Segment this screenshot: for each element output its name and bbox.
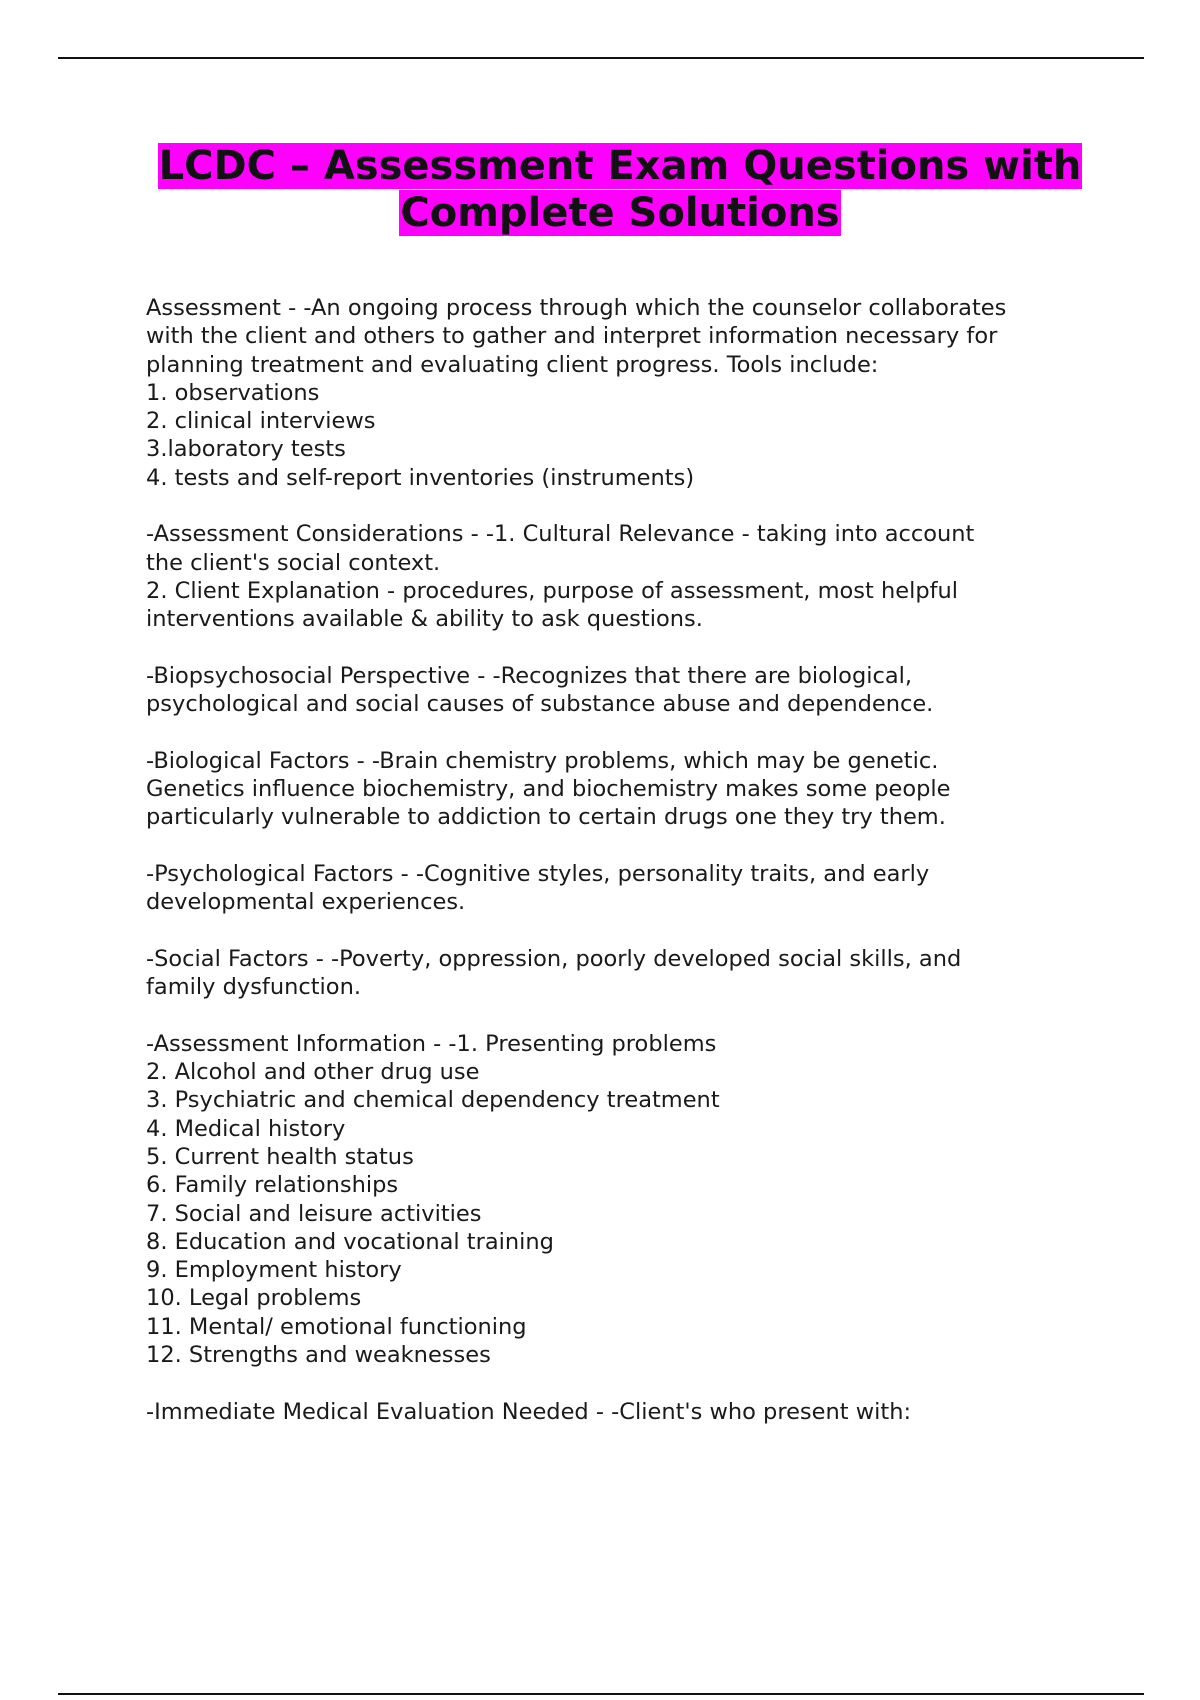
body-text-line: 6. Family relationships (146, 1172, 399, 1199)
body-text-line: particularly vulnerable to addiction to certain drugs one they try them. (146, 804, 946, 831)
body-text-line: family dysfunction. (146, 974, 361, 1001)
body-text-line: 12. Strengths and weaknesses (146, 1341, 491, 1368)
body-text-line: -Biopsychosocial Perspective - -Recognizes that there are biological, (146, 662, 913, 689)
body-text-line: with the client and others to gather and interpret information necessary for (146, 323, 998, 350)
body-text-line: 2. clinical interviews (146, 408, 376, 435)
body-text-line: developmental experiences. (146, 889, 466, 916)
body-text-line: Genetics influence biochemistry, and biochemistry makes some people (146, 776, 951, 803)
title-line-2: Complete Solutions (400, 190, 840, 236)
body-text-line: 10. Legal problems (146, 1285, 362, 1312)
paragraph-gap (146, 1001, 1106, 1029)
body-text-line: 7. Social and leisure activities (146, 1200, 482, 1227)
body-text-line: 11. Mental/ emotional functioning (146, 1313, 527, 1340)
body-text-line: 2. Alcohol and other drug use (146, 1059, 480, 1086)
body-text-line: -Assessment Considerations - -1. Cultural Relevance - taking into account (146, 521, 975, 548)
document-body (146, 294, 1106, 1426)
body-text-line: -Social Factors - -Poverty, oppression, poorly developed social skills, and (146, 945, 962, 972)
body-text-line: 4. Medical history (146, 1115, 346, 1142)
body-text-line: 3. Psychiatric and chemical dependency treatment (146, 1087, 720, 1114)
paragraph-gap (146, 1369, 1106, 1397)
body-text-line: 2. Client Explanation - procedures, purpose of assessment, most helpful (146, 577, 959, 604)
body-text-line: interventions available & ability to ask questions. (146, 606, 703, 633)
title-line-1: LCDC – Assessment Exam Questions with (158, 143, 1082, 189)
body-text-line: the client's social context. (146, 549, 441, 576)
body-text-line: psychological and social causes of substance abuse and dependence. (146, 691, 934, 718)
body-text-line: 9. Employment history (146, 1257, 402, 1284)
page-top-rule (58, 57, 1144, 59)
paragraph-gap (146, 917, 1106, 945)
body-text-line: 1. observations (146, 379, 320, 406)
body-text-line: 5. Current health status (146, 1143, 414, 1170)
paragraph-gap (146, 634, 1106, 662)
paragraph-gap (146, 492, 1106, 520)
paragraph-gap (146, 718, 1106, 746)
body-text-line: -Psychological Factors - -Cognitive styles, personality traits, and early (146, 860, 930, 887)
body-text-line: planning treatment and evaluating client progress. Tools include: (146, 351, 879, 378)
body-text-line: 4. tests and self-report inventories (instruments) (146, 464, 695, 491)
body-text-line: 8. Education and vocational training (146, 1228, 554, 1255)
document-title (60, 143, 1180, 237)
body-text-line: -Assessment Information - -1. Presenting problems (146, 1030, 717, 1057)
body-text-line: -Biological Factors - -Brain chemistry problems, which may be genetic. (146, 747, 939, 774)
body-text-line: Assessment - -An ongoing process through which the counselor collaborates (146, 295, 1007, 321)
page-bottom-rule (58, 1693, 1144, 1695)
paragraph-gap (146, 832, 1106, 860)
body-text-line: -Immediate Medical Evaluation Needed - -Client's who present with: (146, 1398, 912, 1425)
body-text-line: 3.laboratory tests (146, 436, 346, 463)
